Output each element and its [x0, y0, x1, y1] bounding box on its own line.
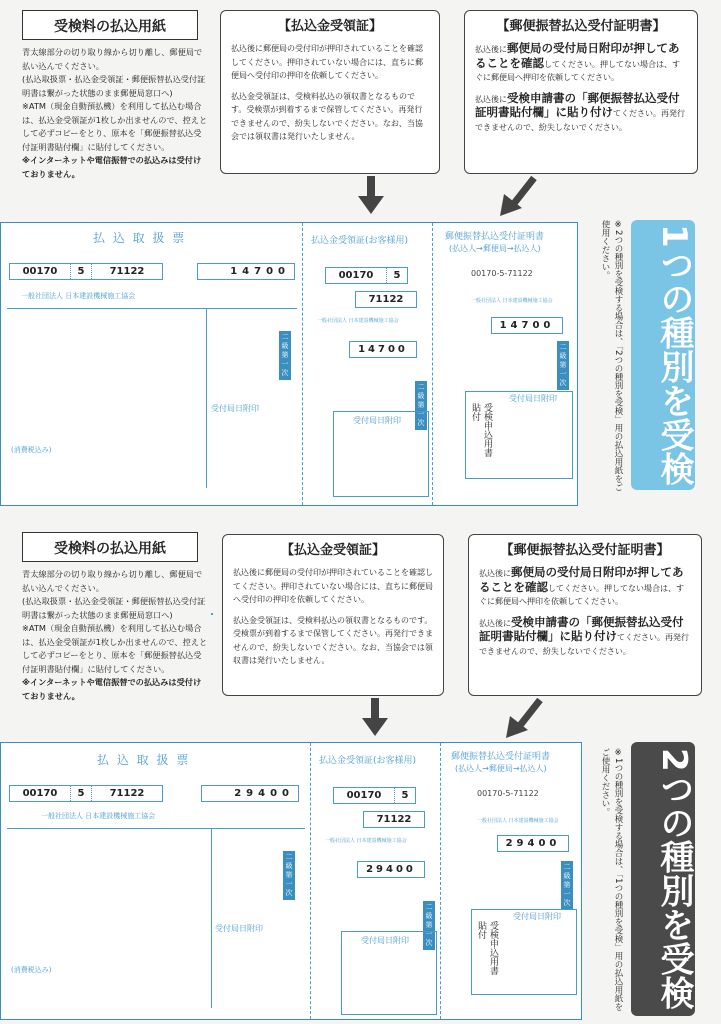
transfer-slip: 払 込 取 扱 票 00170 5 71122 14700 一般社団法人 日本建設機械施工協会 二級第一次 受付局日附印 (消費税込み) — [1, 223, 303, 505]
side-label-two-types: 2つの種別を受検 — [631, 742, 695, 1016]
side-label-one-type: 1つの種別を受検 — [631, 220, 695, 490]
arrow-down-icon — [362, 698, 388, 738]
certificate-amount-cells: 29400 — [497, 835, 569, 852]
certificate-heading: 【郵便振替払込受付証明書】 — [496, 19, 666, 34]
side-note: ※1つの種別を受検する場合は、「1つの種別を受検」用の払込用紙をご使用ください。 — [600, 748, 623, 1012]
receipt-amount-cells: 14700 — [349, 341, 417, 358]
certificate-heading: 【郵便振替払込受付証明書】 — [500, 543, 670, 558]
receipt-amount-cells: 29400 — [357, 861, 425, 878]
payment-form — [0, 222, 578, 506]
fee-title: 受検料の払込用紙 — [22, 10, 198, 40]
section-two-types — [0, 522, 721, 1024]
account-number-cells: 00170 5 71122 — [9, 263, 163, 280]
receipt-heading: 【払込金受領証】 — [277, 19, 382, 34]
arrow-down-left-icon — [500, 176, 540, 218]
certificate-info-box: 【郵便振替払込受付証明書】 払込後に郵便局の受付局日附印が押してあることを確認してください。押してない場合は、すぐに郵便局へ押印を依頼してください。 払込後に受検申請書の「郵便振替払込受付証明書貼付欄」に貼り付けてください。再発行できませんので、紛失しないでください。 — [468, 534, 702, 696]
receipt-info-box: 【払込金受領証】 払込後に郵便局の受付印が押印されていることを確認してください。押印されていない場合には、直ちに郵便局へ受付印の押印を依頼してください。 払込金受領証は、受検料払込の領収書となるものです。受検票が到着するまで保管してください。再発行できませんので、紛失しないでください。なお、当協会では領収書は発行いたしません。 — [220, 10, 440, 174]
certificate-slip: 郵便振替払込受付証明書 (払込人→郵便局→払込人) 00170-5-71122 一般社団法人 日本建設機械施工協会 29400 二級第一次 受付局日附印 貼付 受検申込用書 — [441, 743, 581, 1019]
account-number-cells: 00170 5 71122 — [9, 785, 163, 802]
section-one-type — [0, 0, 721, 510]
transfer-slip: 払 込 取 扱 票 00170 5 71122 29400 一般社団法人 日本建設機械施工協会 二級第一次 受付局日附印 (消費税込み) — [1, 743, 311, 1019]
receipt-slip: 払込金受領証(お客様用) 00170 5 71122 一般社団法人 日本建設機械施工協会 29400 二級第一次 受付局日附印 — [311, 743, 441, 1019]
receipt-info-box: 【払込金受領証】 払込後に郵便局の受付印が押印されていることを確認してください。押印されていない場合には、直ちに郵便局へ受付印の押印を依頼してください。 払込金受領証は、受検料払込の領収書となるものです。受検票が到着するまで保管してください。再発行できませんので、紛失しないでください。なお、当協会では領収書は発行いたしません。 — [222, 534, 444, 696]
receipt-account-cells: 00170 5 — [333, 787, 416, 804]
payment-form — [0, 742, 582, 1020]
amount-cells: 29400 — [201, 785, 299, 802]
amount-cells: 14700 — [197, 263, 295, 280]
fee-instructions: 青太線部分の切り取り線から切り離し、郵便局で払い込んでください。 (払込取扱票・払込金受領証・郵便振替払込受付証明書は繋がった状態のまま郵便局窓口へ) ※ATM（現金自動預払機）を利用して払込む場合は、払込金受領証が1枚しか出ませんので、控えとして必ずコピーをとり、原本を「郵便振替払込受付証明書貼付欄」に貼付してください。 ※インターネットや電信振替での払込みは受付けておりません。 — [22, 569, 208, 701]
receipt-slip: 払込金受領証(お客様用) 00170 5 71122 一般社団法人 日本建設機械施工協会 14700 二級第一次 受付局日附印 — [303, 223, 433, 505]
receipt-heading: 【払込金受領証】 — [280, 543, 385, 558]
arrow-down-left-icon — [506, 698, 546, 740]
certificate-slip: 郵便振替払込受付証明書 (払込人→郵便局→払込人) 00170-5-71122 一般社団法人 日本建設機械施工協会 14700 二級第一次 受付局日附印 貼付 受検申込用書 — [433, 223, 577, 505]
fee-title: 受検料の払込用紙 — [22, 532, 198, 562]
certificate-info-box: 【郵便振替払込受付証明書】 払込後に郵便局の受付局日附印が押してあることを確認してください。押してない場合は、すぐに郵便局へ押印を依頼してください。 払込後に受検申請書の「郵便振替払込受付証明書貼付欄」に貼り付けてください。再発行できませんので、紛失しないでください。 — [464, 10, 698, 174]
certificate-amount-cells: 14700 — [491, 317, 563, 334]
fee-instructions: 青太線部分の切り取り線から切り離し、郵便局で払い込んでください。 (払込取扱票・払込金受領証・郵便振替払込受付証明書は繋がった状態のまま郵便局窓口へ) ※ATM（現金自動預払機）を利用して払込む場合は、払込金受領証が1枚しか出ませんので、控えとして必ずコピーをとり、原本を「郵便振替払込受付証明書貼付欄」に貼付してください。 ※インターネットや電信振替での払込みは受付けておりません。 — [22, 47, 208, 179]
arrow-down-icon — [358, 176, 384, 216]
side-note: ※2つの種別を受検する場合は、「2つの種別を受検」用の払込用紙をご使用ください。 — [600, 220, 623, 492]
receipt-account-cells: 00170 5 — [325, 267, 408, 284]
